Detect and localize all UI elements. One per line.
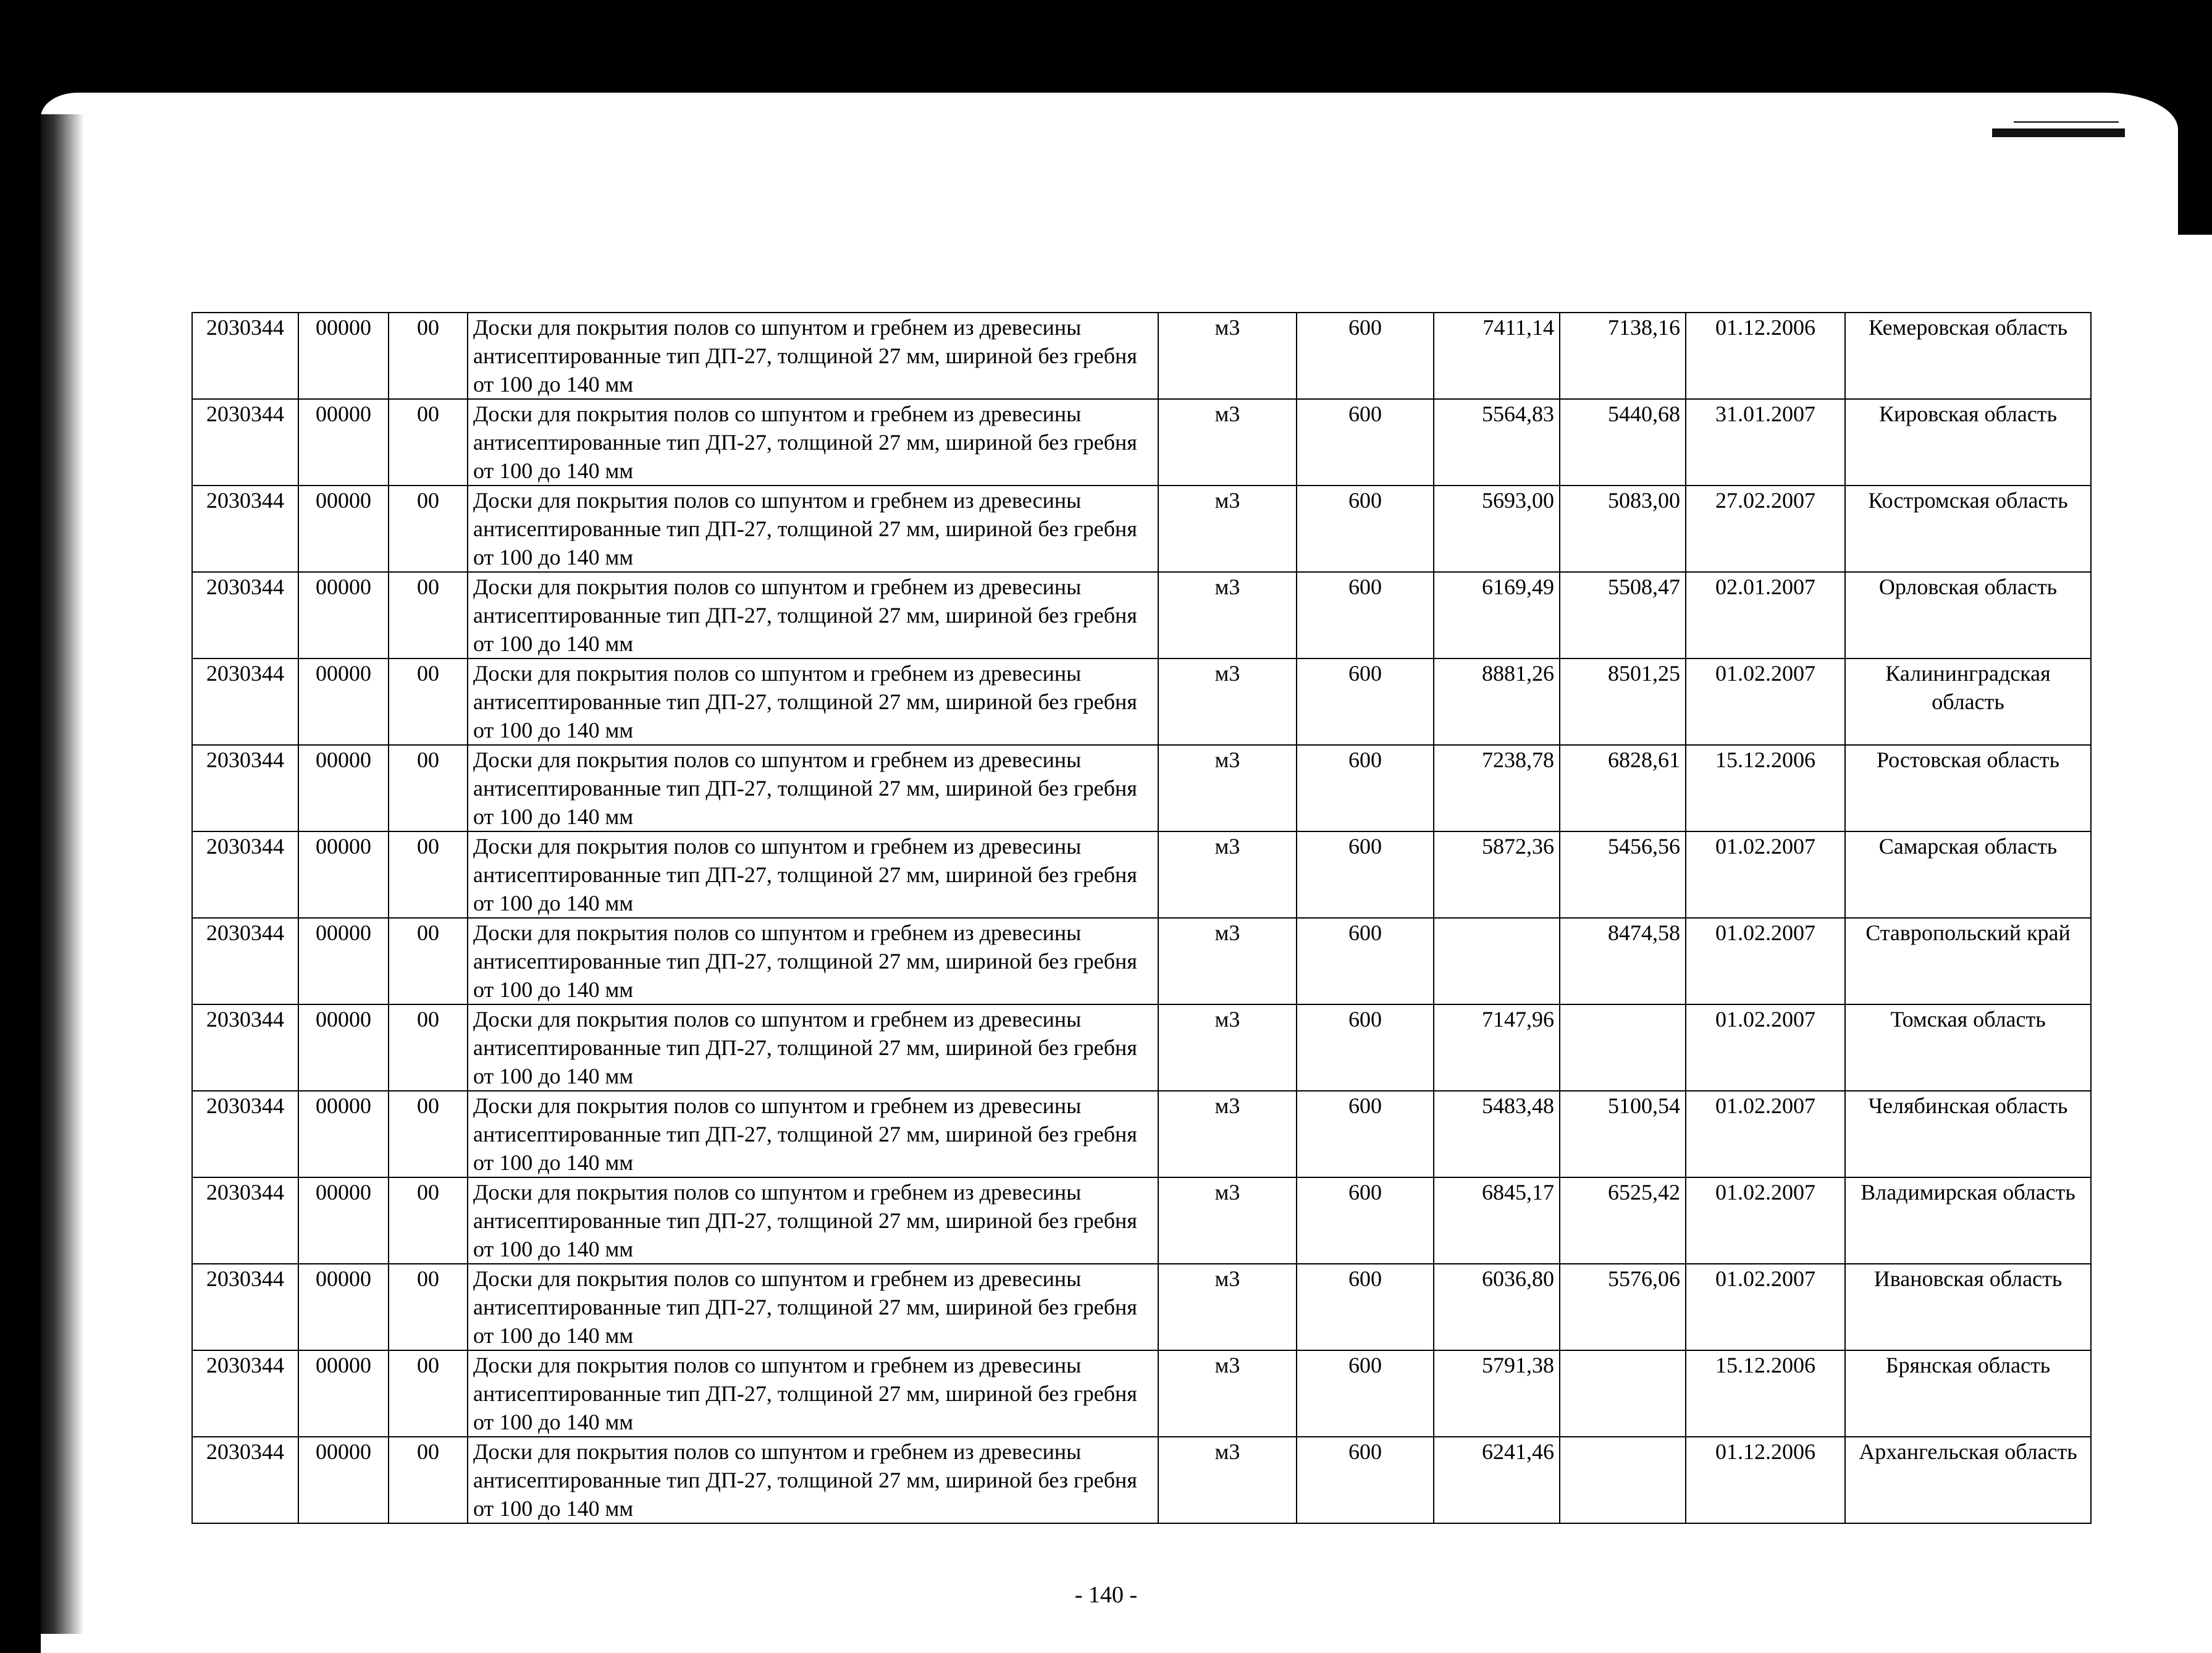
date-cell: 31.01.2007 <box>1686 399 1845 486</box>
quantity-cell: 600 <box>1297 313 1434 399</box>
item-code-cell: 2030344 <box>192 572 298 658</box>
table-row <box>192 1004 2091 1091</box>
date-cell: 02.01.2007 <box>1686 572 1845 658</box>
price-cell: 7411,14 <box>1434 313 1560 399</box>
table-row <box>192 1177 2091 1264</box>
item-code-cell: 2030344 <box>192 918 298 1004</box>
date-cell: 15.12.2006 <box>1686 745 1845 831</box>
quantity-cell: 600 <box>1297 1350 1434 1437</box>
quantity-cell: 600 <box>1297 399 1434 486</box>
unit-cell: м3 <box>1158 313 1297 399</box>
table-row <box>192 486 2091 572</box>
region-cell: Ростовская область <box>1845 745 2091 831</box>
sub-code-cell: 00000 <box>298 1177 389 1264</box>
table-row <box>192 313 2091 399</box>
price-alt-cell <box>1560 1437 1686 1523</box>
description-cell: Доски для покрытия полов со шпунтом и гребнем из древесины антисептированные тип ДП-27, толщиной 27 мм, шириной без гребня от 100 до 140 мм <box>468 572 1158 658</box>
price-cell: 6845,17 <box>1434 1177 1560 1264</box>
unit-cell: м3 <box>1158 1350 1297 1437</box>
quantity-cell: 600 <box>1297 572 1434 658</box>
description-cell: Доски для покрытия полов со шпунтом и гребнем из древесины антисептированные тип ДП-27, толщиной 27 мм, шириной без гребня от 100 до 140 мм <box>468 1177 1158 1264</box>
quantity-cell: 600 <box>1297 658 1434 745</box>
unit-cell: м3 <box>1158 572 1297 658</box>
price-alt-cell: 7138,16 <box>1560 313 1686 399</box>
sub-code-cell: 00000 <box>298 1091 389 1177</box>
region-cell: Костромская область <box>1845 486 2091 572</box>
quantity-cell: 600 <box>1297 486 1434 572</box>
item-code-cell: 2030344 <box>192 1264 298 1350</box>
price-cell: 5693,00 <box>1434 486 1560 572</box>
sub-code-cell: 00000 <box>298 1264 389 1350</box>
item-code-cell: 2030344 <box>192 1437 298 1523</box>
date-cell: 01.02.2007 <box>1686 1004 1845 1091</box>
table-row <box>192 1091 2091 1177</box>
price-cell: 6036,80 <box>1434 1264 1560 1350</box>
price-alt-cell: 5100,54 <box>1560 1091 1686 1177</box>
scan-artifact-bar <box>1992 128 2125 137</box>
version-cell: 00 <box>389 1004 468 1091</box>
table-row <box>192 918 2091 1004</box>
version-cell: 00 <box>389 1091 468 1177</box>
version-cell: 00 <box>389 1264 468 1350</box>
price-cell: 5872,36 <box>1434 831 1560 918</box>
version-cell: 00 <box>389 486 468 572</box>
sub-code-cell: 00000 <box>298 918 389 1004</box>
item-code-cell: 2030344 <box>192 831 298 918</box>
region-cell: Архангельская область <box>1845 1437 2091 1523</box>
description-cell: Доски для покрытия полов со шпунтом и гребнем из древесины антисептированные тип ДП-27, толщиной 27 мм, шириной без гребня от 100 до 140 мм <box>468 1350 1158 1437</box>
version-cell: 00 <box>389 313 468 399</box>
price-cell: 5483,48 <box>1434 1091 1560 1177</box>
table-row <box>192 745 2091 831</box>
date-cell: 01.02.2007 <box>1686 1177 1845 1264</box>
table-row <box>192 572 2091 658</box>
description-cell: Доски для покрытия полов со шпунтом и гребнем из древесины антисептированные тип ДП-27, толщиной 27 мм, шириной без гребня от 100 до 140 мм <box>468 313 1158 399</box>
description-cell: Доски для покрытия полов со шпунтом и гребнем из древесины антисептированные тип ДП-27, толщиной 27 мм, шириной без гребня от 100 до 140 мм <box>468 1091 1158 1177</box>
price-alt-cell: 5083,00 <box>1560 486 1686 572</box>
unit-cell: м3 <box>1158 831 1297 918</box>
region-cell: Челябинская область <box>1845 1091 2091 1177</box>
table-row <box>192 1264 2091 1350</box>
price-cell: 6169,49 <box>1434 572 1560 658</box>
unit-cell: м3 <box>1158 745 1297 831</box>
quantity-cell: 600 <box>1297 1091 1434 1177</box>
quantity-cell: 600 <box>1297 918 1434 1004</box>
unit-cell: м3 <box>1158 1437 1297 1523</box>
region-cell: Калининградская область <box>1845 658 2091 745</box>
version-cell: 00 <box>389 831 468 918</box>
item-code-cell: 2030344 <box>192 313 298 399</box>
region-cell: Ивановская область <box>1845 1264 2091 1350</box>
price-cell: 8881,26 <box>1434 658 1560 745</box>
item-code-cell: 2030344 <box>192 486 298 572</box>
table-row <box>192 1350 2091 1437</box>
description-cell: Доски для покрытия полов со шпунтом и гребнем из древесины антисептированные тип ДП-27, толщиной 27 мм, шириной без гребня от 100 до 140 мм <box>468 658 1158 745</box>
date-cell: 01.02.2007 <box>1686 918 1845 1004</box>
quantity-cell: 600 <box>1297 1264 1434 1350</box>
date-cell: 01.02.2007 <box>1686 831 1845 918</box>
price-alt-cell: 8501,25 <box>1560 658 1686 745</box>
description-cell: Доски для покрытия полов со шпунтом и гребнем из древесины антисептированные тип ДП-27, толщиной 27 мм, шириной без гребня от 100 до 140 мм <box>468 745 1158 831</box>
date-cell: 27.02.2007 <box>1686 486 1845 572</box>
price-alt-cell: 5440,68 <box>1560 399 1686 486</box>
unit-cell: м3 <box>1158 658 1297 745</box>
description-cell: Доски для покрытия полов со шпунтом и гребнем из древесины антисептированные тип ДП-27, толщиной 27 мм, шириной без гребня от 100 до 140 мм <box>468 486 1158 572</box>
unit-cell: м3 <box>1158 399 1297 486</box>
version-cell: 00 <box>389 745 468 831</box>
price-cell: 7238,78 <box>1434 745 1560 831</box>
quantity-cell: 600 <box>1297 1177 1434 1264</box>
page-number: - 140 - <box>1074 1582 1138 1608</box>
scan-border-left <box>0 0 41 1653</box>
scan-edge-shadow <box>41 114 84 1634</box>
sub-code-cell: 00000 <box>298 745 389 831</box>
price-alt-cell: 8474,58 <box>1560 918 1686 1004</box>
version-cell: 00 <box>389 399 468 486</box>
sub-code-cell: 00000 <box>298 1004 389 1091</box>
table-row <box>192 831 2091 918</box>
description-cell: Доски для покрытия полов со шпунтом и гребнем из древесины антисептированные тип ДП-27, толщиной 27 мм, шириной без гребня от 100 до 140 мм <box>468 1437 1158 1523</box>
table-row <box>192 658 2091 745</box>
date-cell: 01.12.2006 <box>1686 313 1845 399</box>
price-alt-cell <box>1560 1004 1686 1091</box>
unit-cell: м3 <box>1158 1091 1297 1177</box>
sub-code-cell: 00000 <box>298 831 389 918</box>
date-cell: 01.02.2007 <box>1686 1091 1845 1177</box>
price-alt-cell: 5456,56 <box>1560 831 1686 918</box>
price-alt-cell: 5508,47 <box>1560 572 1686 658</box>
price-cell: 7147,96 <box>1434 1004 1560 1091</box>
quantity-cell: 600 <box>1297 1004 1434 1091</box>
version-cell: 00 <box>389 1350 468 1437</box>
price-alt-cell: 6828,61 <box>1560 745 1686 831</box>
date-cell: 01.02.2007 <box>1686 658 1845 745</box>
price-alt-cell: 6525,42 <box>1560 1177 1686 1264</box>
quantity-cell: 600 <box>1297 1437 1434 1523</box>
region-cell: Кемеровская область <box>1845 313 2091 399</box>
item-code-cell: 2030344 <box>192 1177 298 1264</box>
price-alt-cell: 5576,06 <box>1560 1264 1686 1350</box>
unit-cell: м3 <box>1158 1264 1297 1350</box>
description-cell: Доски для покрытия полов со шпунтом и гребнем из древесины антисептированные тип ДП-27, толщиной 27 мм, шириной без гребня от 100 до 140 мм <box>468 1264 1158 1350</box>
version-cell: 00 <box>389 572 468 658</box>
sub-code-cell: 00000 <box>298 1350 389 1437</box>
sub-code-cell: 00000 <box>298 658 389 745</box>
item-code-cell: 2030344 <box>192 745 298 831</box>
price-table <box>191 312 2092 1524</box>
quantity-cell: 600 <box>1297 745 1434 831</box>
date-cell: 01.12.2006 <box>1686 1437 1845 1523</box>
item-code-cell: 2030344 <box>192 1350 298 1437</box>
region-cell: Орловская область <box>1845 572 2091 658</box>
item-code-cell: 2030344 <box>192 399 298 486</box>
description-cell: Доски для покрытия полов со шпунтом и гребнем из древесины антисептированные тип ДП-27, толщиной 27 мм, шириной без гребня от 100 до 140 мм <box>468 399 1158 486</box>
price-alt-cell <box>1560 1350 1686 1437</box>
price-cell <box>1434 918 1560 1004</box>
sub-code-cell: 00000 <box>298 1437 389 1523</box>
version-cell: 00 <box>389 1177 468 1264</box>
price-table-body <box>192 313 2091 1523</box>
unit-cell: м3 <box>1158 1004 1297 1091</box>
version-cell: 00 <box>389 1437 468 1523</box>
region-cell: Владимирская область <box>1845 1177 2091 1264</box>
region-cell: Самарская область <box>1845 831 2091 918</box>
description-cell: Доски для покрытия полов со шпунтом и гребнем из древесины антисептированные тип ДП-27, толщиной 27 мм, шириной без гребня от 100 до 140 мм <box>468 1004 1158 1091</box>
item-code-cell: 2030344 <box>192 1004 298 1091</box>
version-cell: 00 <box>389 658 468 745</box>
description-cell: Доски для покрытия полов со шпунтом и гребнем из древесины антисептированные тип ДП-27, толщиной 27 мм, шириной без гребня от 100 до 140 мм <box>468 918 1158 1004</box>
date-cell: 15.12.2006 <box>1686 1350 1845 1437</box>
sub-code-cell: 00000 <box>298 313 389 399</box>
unit-cell: м3 <box>1158 918 1297 1004</box>
scan-artifact-line <box>2014 121 2119 123</box>
description-cell: Доски для покрытия полов со шпунтом и гребнем из древесины антисептированные тип ДП-27, толщиной 27 мм, шириной без гребня от 100 до 140 мм <box>468 831 1158 918</box>
sub-code-cell: 00000 <box>298 486 389 572</box>
region-cell: Брянская область <box>1845 1350 2091 1437</box>
price-cell: 6241,46 <box>1434 1437 1560 1523</box>
table-row <box>192 399 2091 486</box>
region-cell: Ставропольский край <box>1845 918 2091 1004</box>
unit-cell: м3 <box>1158 486 1297 572</box>
quantity-cell: 600 <box>1297 831 1434 918</box>
sub-code-cell: 00000 <box>298 399 389 486</box>
region-cell: Томская область <box>1845 1004 2091 1091</box>
sub-code-cell: 00000 <box>298 572 389 658</box>
date-cell: 01.02.2007 <box>1686 1264 1845 1350</box>
price-cell: 5791,38 <box>1434 1350 1560 1437</box>
version-cell: 00 <box>389 918 468 1004</box>
table-row <box>192 1437 2091 1523</box>
item-code-cell: 2030344 <box>192 1091 298 1177</box>
region-cell: Кировская область <box>1845 399 2091 486</box>
unit-cell: м3 <box>1158 1177 1297 1264</box>
price-cell: 5564,83 <box>1434 399 1560 486</box>
item-code-cell: 2030344 <box>192 658 298 745</box>
